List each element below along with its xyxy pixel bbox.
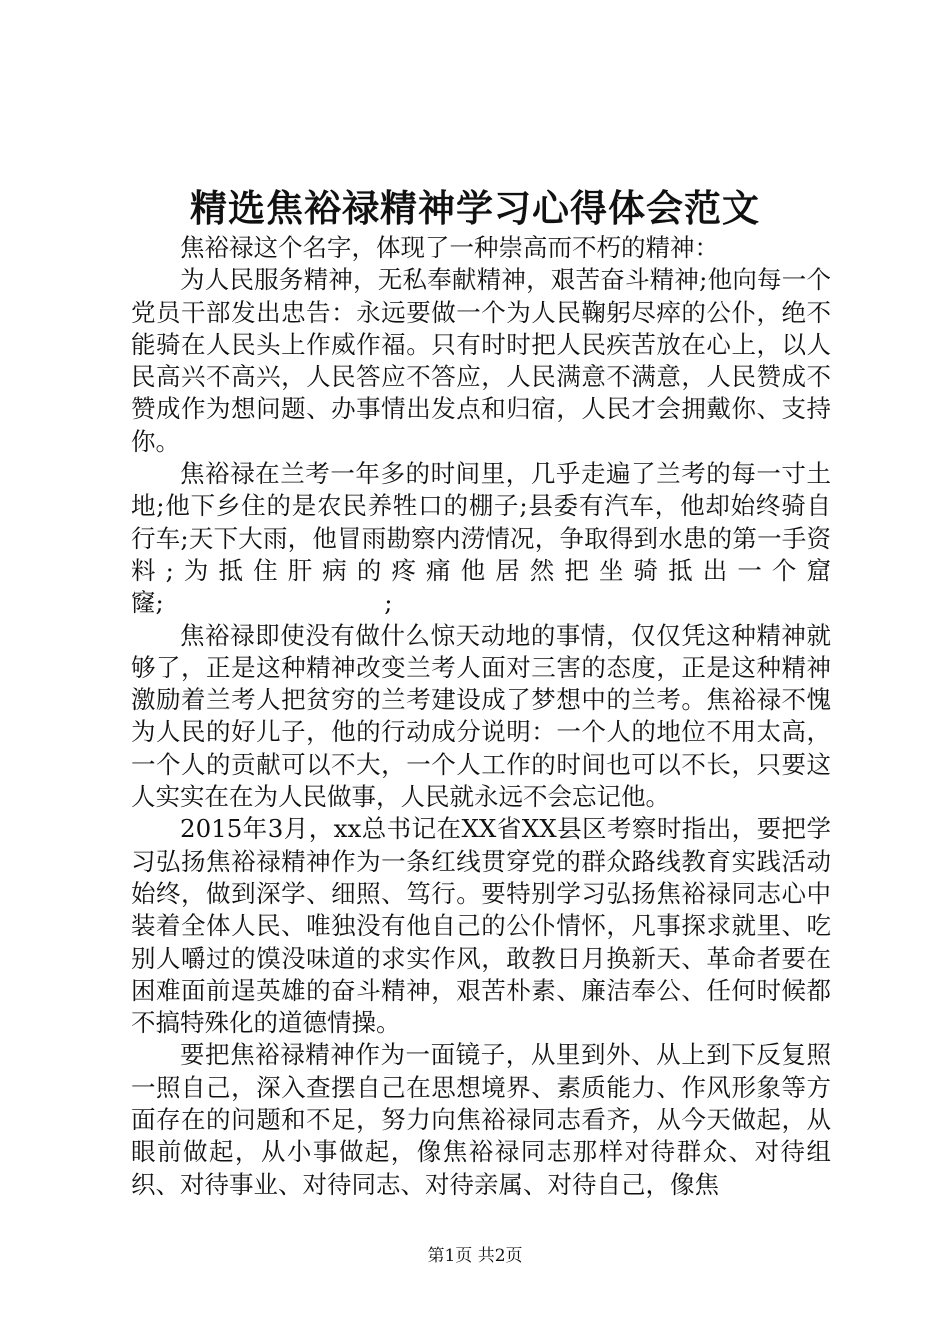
page-number-footer: 第1页 共2页 [427,1246,523,1266]
paragraph-1: 焦裕禄这个名字，体现了一种崇高而不朽的精神： [180,233,719,262]
document-body [131,232,831,1201]
paragraph-3: 焦裕禄在兰考一年多的时间里，几乎走遍了兰考的每一寸土地;他下乡住的是农民养牲口的棚子;县委有汽车，他却始终骑自行车;天下大雨，他冒雨勘察内涝情况，争取得到水患的第一手资料;为抵住肝病的疼痛他居然把坐骑抵出一个窟窿; ; [131,459,831,618]
paragraph-5: 2015年3月，xx总书记在XX省XX县区考察时指出，要把学习弘扬焦裕禄精神作为一条红线贯穿党的群众路线教育实践活动始终，做到深学、细照、笃行。要特别学习弘扬焦裕禄同志心中装着全体人民、唯独没有他自己的公仆情怀，凡事探求就里、吃别人嚼过的馍没味道的求实作风，敢教日月换新天、革命者要在困难面前逞英雄的奋斗精神，艰苦朴素、廉洁奉公、任何时候都不搞特殊化的道德情操。 [131,814,831,1038]
paragraph-4: 焦裕禄即使没有做什么惊天动地的事情，仅仅凭这种精神就够了，正是这种精神改变兰考人面对三害的态度，正是这种精神激励着兰考人把贫穷的兰考建设成了梦想中的兰考。焦裕禄不愧为人民的好儿子，他的行动成分说明：一个人的地位不用太高，一个人的贡献可以不大，一个人工作的时间也可以不长，只要这人实实在在为人民做事，人民就永远不会忘记他。 [131,620,831,812]
paragraph-6: 要把焦裕禄精神作为一面镜子，从里到外、从上到下反复照一照自己，深入查摆自己在思想境界、素质能力、作风形象等方面存在的问题和不足，努力向焦裕禄同志看齐，从今天做起，从眼前做起，从小事做起，像焦裕禄同志那样对待群众、对待组织、对待事业、对待同志、对待亲属、对待自己，像焦 [131,1040,831,1199]
document-title: 精选焦裕禄精神学习心得体会范文 [190,186,760,230]
paragraph-2: 为人民服务精神，无私奉献精神，艰苦奋斗精神;他向每一个党员干部发出忠告：永远要做一个为人民鞠躬尽瘁的公仆，绝不能骑在人民头上作威作福。只有时时把人民疾苦放在心上，以人民高兴不高兴，人民答应不答应，人民满意不满意，人民赞成不赞成作为想问题、办事情出发点和归宿，人民才会拥戴你、支持你。 [131,265,831,456]
